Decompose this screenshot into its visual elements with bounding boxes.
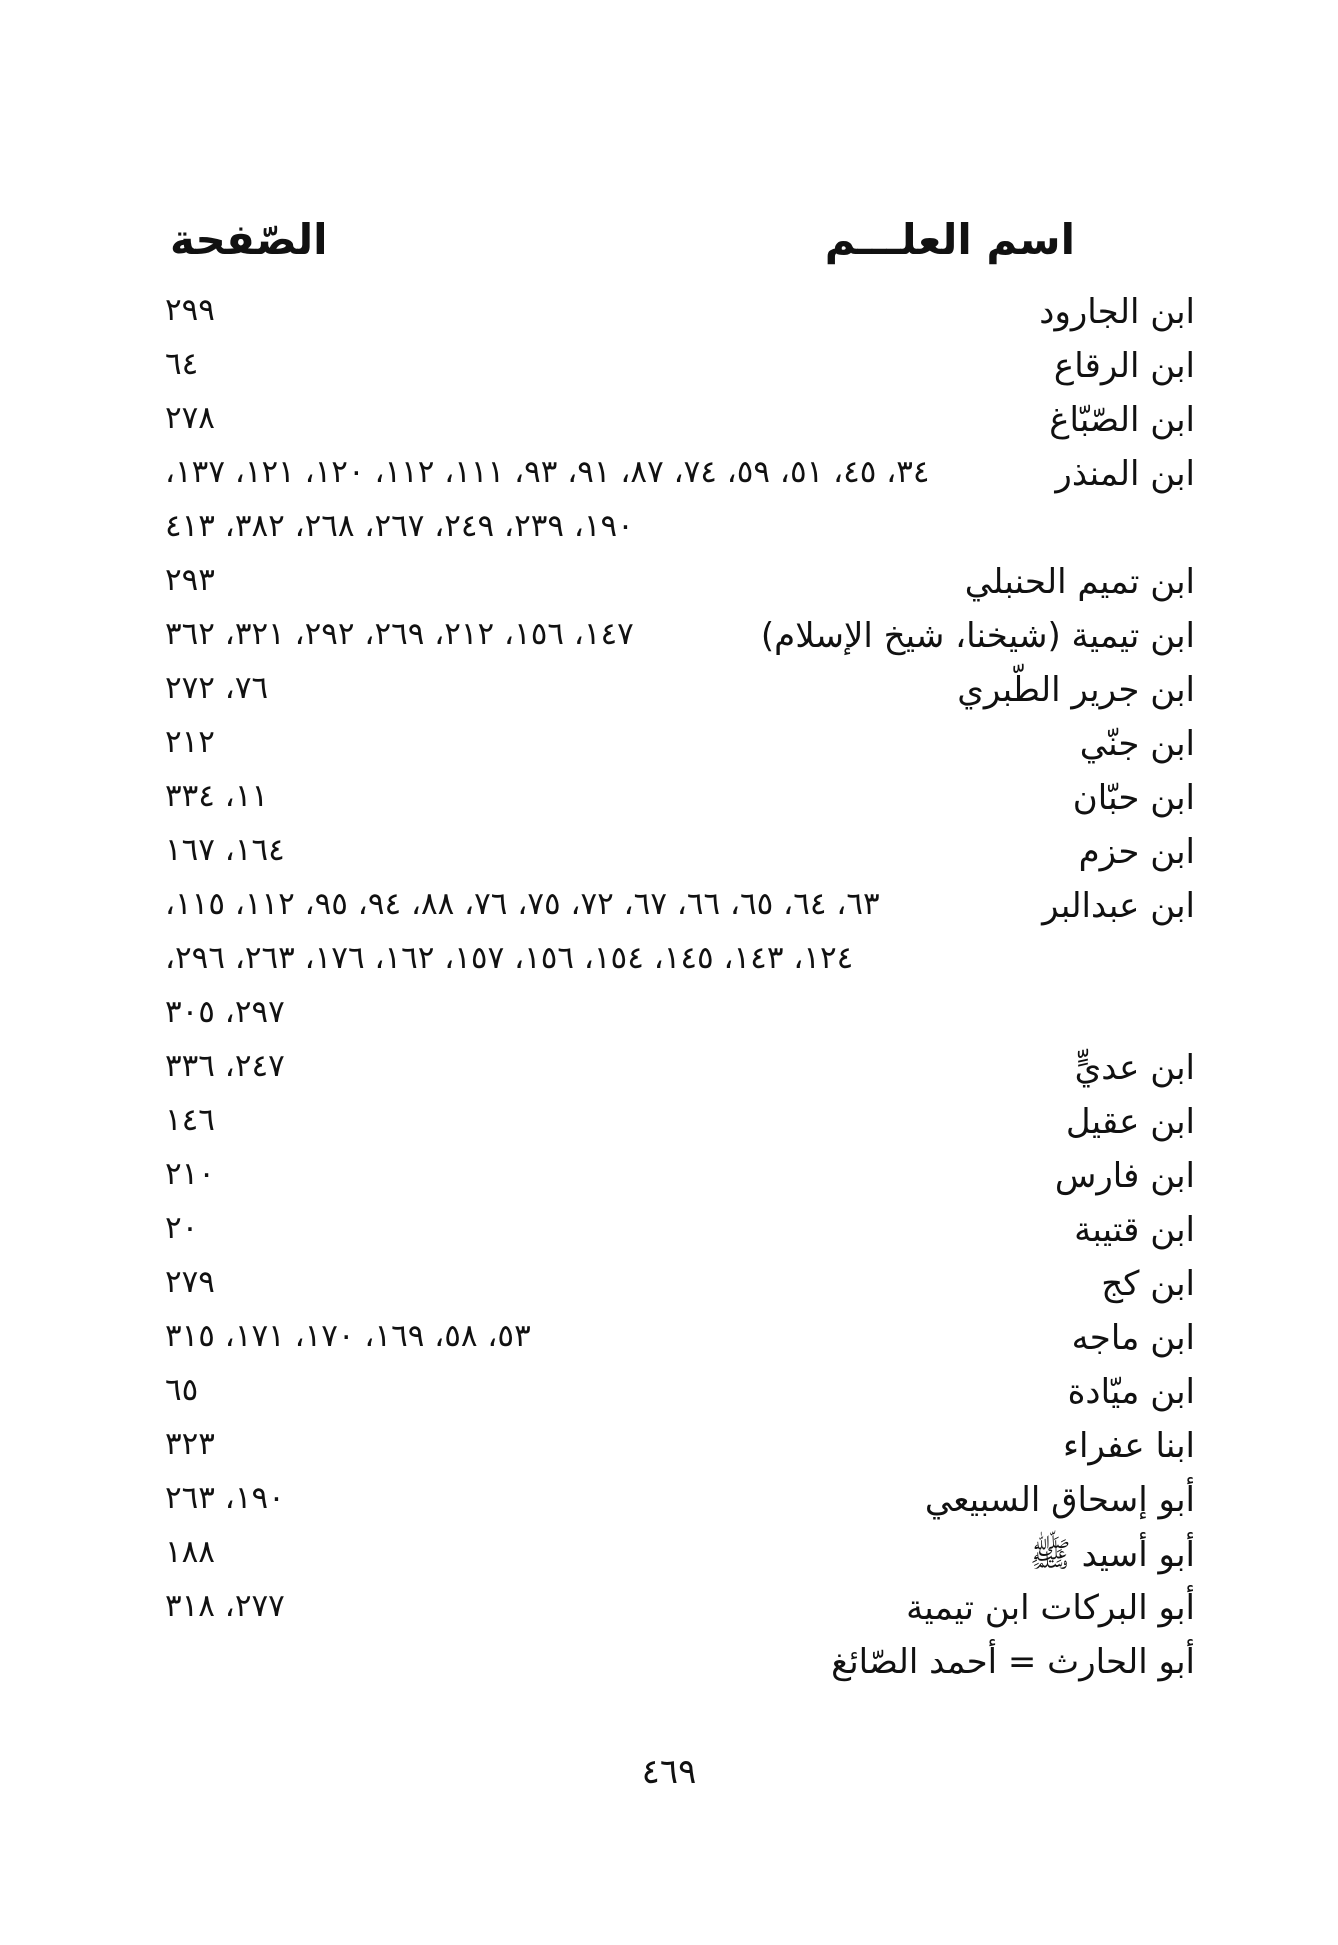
index-row xyxy=(165,1422,1195,1476)
entry-name: أبو إسحاق السبيعي xyxy=(924,1480,1195,1520)
entry-name: ابن تيمية (شيخنا، شيخ الإسلام) xyxy=(760,616,1195,656)
entry-name: ابن فارس xyxy=(1054,1156,1195,1196)
index-row xyxy=(165,558,1195,612)
index-row xyxy=(165,342,1195,396)
entry-name: ابن ماجه xyxy=(1071,1318,1195,1358)
entry-pages: ٢٧٧، ٣١٨ xyxy=(165,1588,285,1624)
entry-pages: ٢٩٩ xyxy=(165,292,215,328)
entry-name: ابن حزم xyxy=(1078,832,1195,872)
entry-name: أبو الحارث = أحمد الصّائغ xyxy=(831,1642,1195,1682)
index-row xyxy=(165,720,1195,774)
entry-pages: ٢٩٣ xyxy=(165,562,215,598)
entry-pages: ٦٥ xyxy=(165,1372,199,1408)
index-row xyxy=(165,1530,1195,1584)
entry-name: ابن الصّبّاغ xyxy=(1049,400,1195,440)
index-row xyxy=(165,288,1195,342)
entry-pages: ٢٧٩ xyxy=(165,1264,215,1300)
index-row xyxy=(165,1476,1195,1530)
entry-name: ابن تميم الحنبلي xyxy=(964,562,1195,602)
entry-pages: ٢١٢ xyxy=(165,724,215,760)
index-row-continuation xyxy=(165,504,1195,558)
entry-name: ابن الرقاع xyxy=(1053,346,1195,386)
page-number: ٤٦٩ xyxy=(641,1752,697,1792)
index-row xyxy=(165,396,1195,450)
entry-name: أبو أسيد ﷺ xyxy=(1029,1535,1195,1575)
index-row xyxy=(165,1584,1195,1638)
index-row xyxy=(165,1152,1195,1206)
index-row xyxy=(165,1368,1195,1422)
entry-pages: ٦٤ xyxy=(165,346,199,382)
index-row xyxy=(165,1260,1195,1314)
entry-pages: ١٤٧، ١٥٦، ٢١٢، ٢٦٩، ٢٩٢، ٣٢١، ٣٦٢ xyxy=(165,616,634,652)
index-row xyxy=(165,774,1195,828)
entry-name: ابن عقيل xyxy=(1065,1102,1195,1142)
index-row xyxy=(165,612,1195,666)
index-row xyxy=(165,1638,1195,1692)
entry-name: ابن المنذر xyxy=(1055,454,1195,494)
entry-pages: ١٦٤، ١٦٧ xyxy=(165,832,285,868)
entry-name: ابن عديٍّ xyxy=(1074,1048,1195,1088)
index-row-continuation xyxy=(165,990,1195,1044)
entry-pages: ١١، ٣٣٤ xyxy=(165,778,269,814)
entry-pages: ٢٠ xyxy=(165,1210,199,1246)
index-row xyxy=(165,882,1195,936)
index-row xyxy=(165,828,1195,882)
index-row xyxy=(165,1044,1195,1098)
entry-pages: ٦٣، ٦٤، ٦٥، ٦٦، ٦٧، ٧٢، ٧٥، ٧٦، ٨٨، ٩٤، ٩٥، ١١٢، ١١٥، xyxy=(165,886,880,922)
entry-name: ابن جنّي xyxy=(1079,724,1195,764)
entry-pages: ١٩٠، ٢٣٩، ٢٤٩، ٢٦٧، ٢٦٨، ٣٨٢، ٤١٣ xyxy=(165,508,634,544)
index-row xyxy=(165,1314,1195,1368)
index-list xyxy=(165,288,1195,1692)
entry-pages: ٣٢٣ xyxy=(165,1426,215,1462)
entry-name: ابنا عفراء xyxy=(1062,1426,1195,1466)
entry-pages: ٢٧٨ xyxy=(165,400,215,436)
column-header-name: اسم العلـــم xyxy=(824,215,1075,264)
entry-name: ابن كج xyxy=(1101,1264,1195,1304)
index-row xyxy=(165,450,1195,504)
column-header-page: الصّفحة xyxy=(170,215,328,264)
index-row xyxy=(165,1206,1195,1260)
entry-pages: ٢١٠ xyxy=(165,1156,215,1192)
entry-name: ابن ميّادة xyxy=(1067,1372,1195,1412)
entry-name: ابن عبدالبر xyxy=(1042,886,1195,926)
entry-name: ابن جرير الطّبري xyxy=(957,670,1195,710)
entry-pages: ٣٤، ٤٥، ٥١، ٥٩، ٧٤، ٨٧، ٩١، ٩٣، ١١١، ١١٢، ١٢٠، ١٢١، ١٣٧، xyxy=(165,454,930,490)
entry-pages: ٧٦، ٢٧٢ xyxy=(165,670,269,706)
entry-pages: ١٤٦ xyxy=(165,1102,215,1138)
entry-name: ابن قتيبة xyxy=(1074,1210,1195,1250)
entry-pages: ٥٣، ٥٨، ١٦٩، ١٧٠، ١٧١، ٣١٥ xyxy=(165,1318,531,1354)
index-row xyxy=(165,1098,1195,1152)
index-row xyxy=(165,666,1195,720)
index-header xyxy=(165,215,1195,285)
entry-pages: ١٢٤، ١٤٣، ١٤٥، ١٥٤، ١٥٦، ١٥٧، ١٦٢، ١٧٦، ٢٦٣، ٢٩٦، xyxy=(165,940,854,976)
entry-name: أبو البركات ابن تيمية xyxy=(906,1588,1195,1628)
entry-name: ابن حبّان xyxy=(1072,778,1195,818)
entry-name: ابن الجارود xyxy=(1039,292,1195,332)
entry-pages: ١٩٠، ٢٦٣ xyxy=(165,1480,285,1516)
entry-pages: ٢٤٧، ٣٣٦ xyxy=(165,1048,285,1084)
entry-pages: ٢٩٧، ٣٠٥ xyxy=(165,994,285,1030)
index-row-continuation xyxy=(165,936,1195,990)
entry-pages: ١٨٨ xyxy=(165,1534,215,1570)
